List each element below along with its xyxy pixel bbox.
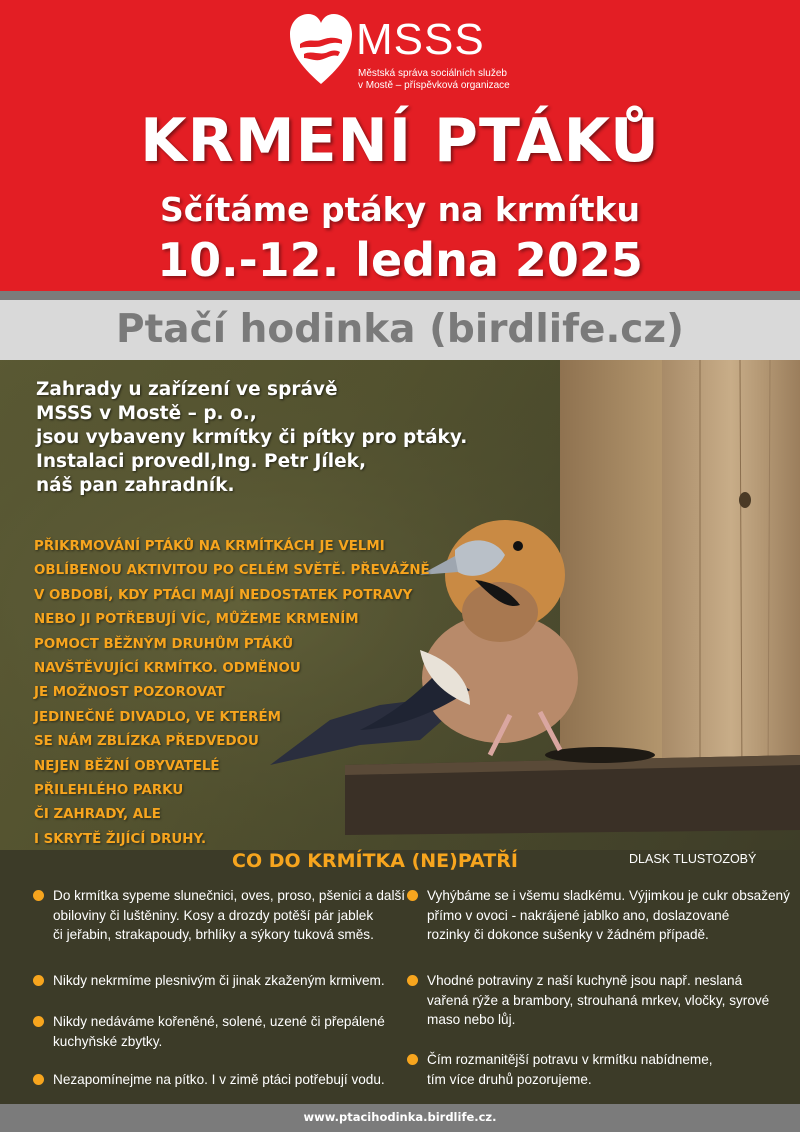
- description-line: NAVŠTĚVUJÍCÍ KRMÍTKO. ODMĚNOU: [34, 661, 301, 677]
- tip-text: [427, 971, 787, 1030]
- section-title: CO DO KRMÍTKA (NE)PATŘÍ: [232, 850, 518, 872]
- logo-subtitle-line: v Mostě – příspěvková organizace: [358, 80, 510, 91]
- description-line: PŘIKRMOVÁNÍ PTÁKŮ NA KRMÍTKÁCH JE VELMI: [34, 539, 385, 554]
- logo-wordmark: MSSS: [356, 15, 485, 64]
- intro-line: MSSS v Mostě – p. o.,: [36, 403, 257, 424]
- divider: [0, 291, 800, 300]
- tip-line: přímo v ovoci - nakrájené jablko ano, doslazované: [427, 907, 730, 923]
- tip-line: Nikdy nedáváme kořeněné, solené, uzené či přepálené: [53, 1014, 385, 1029]
- description-line: NEJEN BĚŽNÍ OBYVATELÉ: [34, 758, 220, 774]
- msss-logo: [290, 14, 520, 94]
- tip-line: Vyhýbáme se i všemu sladkému. Výjimkou je cukr obsažený: [427, 888, 790, 903]
- tip-line: Nezapomínejme na pítko. I v zimě ptáci potřebují vodu.: [53, 1072, 385, 1087]
- logo-subtitle-line: Městská správa sociálních služeb: [358, 68, 507, 79]
- tip-text: [53, 1070, 413, 1090]
- feeding-description: [34, 535, 454, 852]
- intro-text: [36, 378, 536, 498]
- description-line: JE MOŽNOST POZOROVAT: [34, 685, 225, 701]
- tip-text: [427, 886, 790, 945]
- header-banner: [0, 0, 800, 291]
- bullet-icon: [33, 975, 44, 986]
- footer-link[interactable]: www.ptacihodinka.birdlife.cz.: [303, 1110, 497, 1124]
- tip-line: kuchyňské zbytky.: [53, 1033, 163, 1049]
- bullet-icon: [33, 890, 44, 901]
- bullet-icon: [407, 1054, 418, 1065]
- bullet-icon: [407, 890, 418, 901]
- description-line: SE NÁM ZBLÍZKA PŘEDVEDOU: [34, 734, 259, 750]
- logo-subtitle: [358, 68, 510, 92]
- tip-line: či jeřabin, strakapoudy, brhlíky a sýkory tuková směs.: [53, 927, 374, 942]
- feeder-post-front: [662, 360, 800, 780]
- tip-text: [53, 971, 413, 991]
- photo-caption: DLASK TLUSTOZOBÝ: [629, 852, 757, 866]
- event-band-text: Ptačí hodinka (birdlife.cz): [116, 307, 684, 352]
- tip-text: [427, 1050, 787, 1089]
- tip-line: rozinky či dokonce sušenky v žádném případě.: [427, 927, 709, 942]
- description-line: PŘILEHLÉHO PARKU: [34, 783, 184, 799]
- bullet-icon: [33, 1074, 44, 1085]
- page-subtitle: Sčítáme ptáky na krmítku: [160, 190, 640, 229]
- feeder-post-back: [560, 360, 670, 760]
- intro-line: náš pan zahradník.: [36, 475, 235, 496]
- tip-line: maso nebo lůj.: [427, 1012, 516, 1027]
- event-band: [0, 300, 800, 360]
- bullet-icon: [33, 1016, 44, 1027]
- description-line: I SKRYTĚ ŽIJÍCÍ DRUHY.: [34, 831, 207, 847]
- tip-line: Čím rozmanitější potravu v krmítku nabídneme,: [427, 1052, 713, 1067]
- bullet-icon: [407, 975, 418, 986]
- description-line: POMOCT BĚŽNÝM DRUHŮM PTÁKŮ: [34, 636, 294, 652]
- footer: [0, 1104, 800, 1132]
- description-line: V OBDOBÍ, KDY PTÁCI MAJÍ NEDOSTATEK POTRAVY: [34, 587, 413, 603]
- page-title: KRMENÍ PTÁKŮ: [140, 106, 660, 176]
- intro-line: Zahrady u zařízení ve správě: [36, 379, 338, 400]
- event-dates: 10.-12. ledna 2025: [157, 233, 643, 287]
- heart-hands-icon: [290, 14, 352, 86]
- tip-line: obiloviny či luštěniny. Kosy a drozdy potěší pár jablek: [53, 907, 374, 923]
- tip-line: vařená rýže a brambory, strouhaná mrkev, vločky, syrové: [427, 992, 770, 1008]
- description-line: NEBO JI POTŘEBUJÍ VÍC, MŮŽEME KRMENÍM: [34, 612, 359, 628]
- intro-line: jsou vybaveny krmítky či pítky pro ptáky.: [36, 427, 468, 448]
- tip-text: [53, 1012, 413, 1051]
- tip-line: Do krmítka sypeme slunečnici, oves, proso, pšenici a další: [53, 888, 406, 903]
- tip-line: Vhodné potraviny z naší kuchyně jsou např. neslaná: [427, 973, 743, 988]
- tip-line: tím více druhů pozorujeme.: [427, 1071, 592, 1087]
- tip-text: [53, 886, 413, 945]
- tip-line: Nikdy nekrmíme plesnivým či jinak zkaženým krmivem.: [53, 973, 385, 988]
- intro-line: Instalaci provedl,Ing. Petr Jílek,: [36, 451, 366, 472]
- description-line: ČI ZAHRADY, ALE: [34, 807, 161, 823]
- description-line: OBLÍBENOU AKTIVITOU PO CELÉM SVĚTĚ. PŘEVÁŽNĚ: [34, 563, 430, 579]
- description-line: JEDINEČNÉ DIVADLO, VE KTERÉM: [34, 709, 281, 725]
